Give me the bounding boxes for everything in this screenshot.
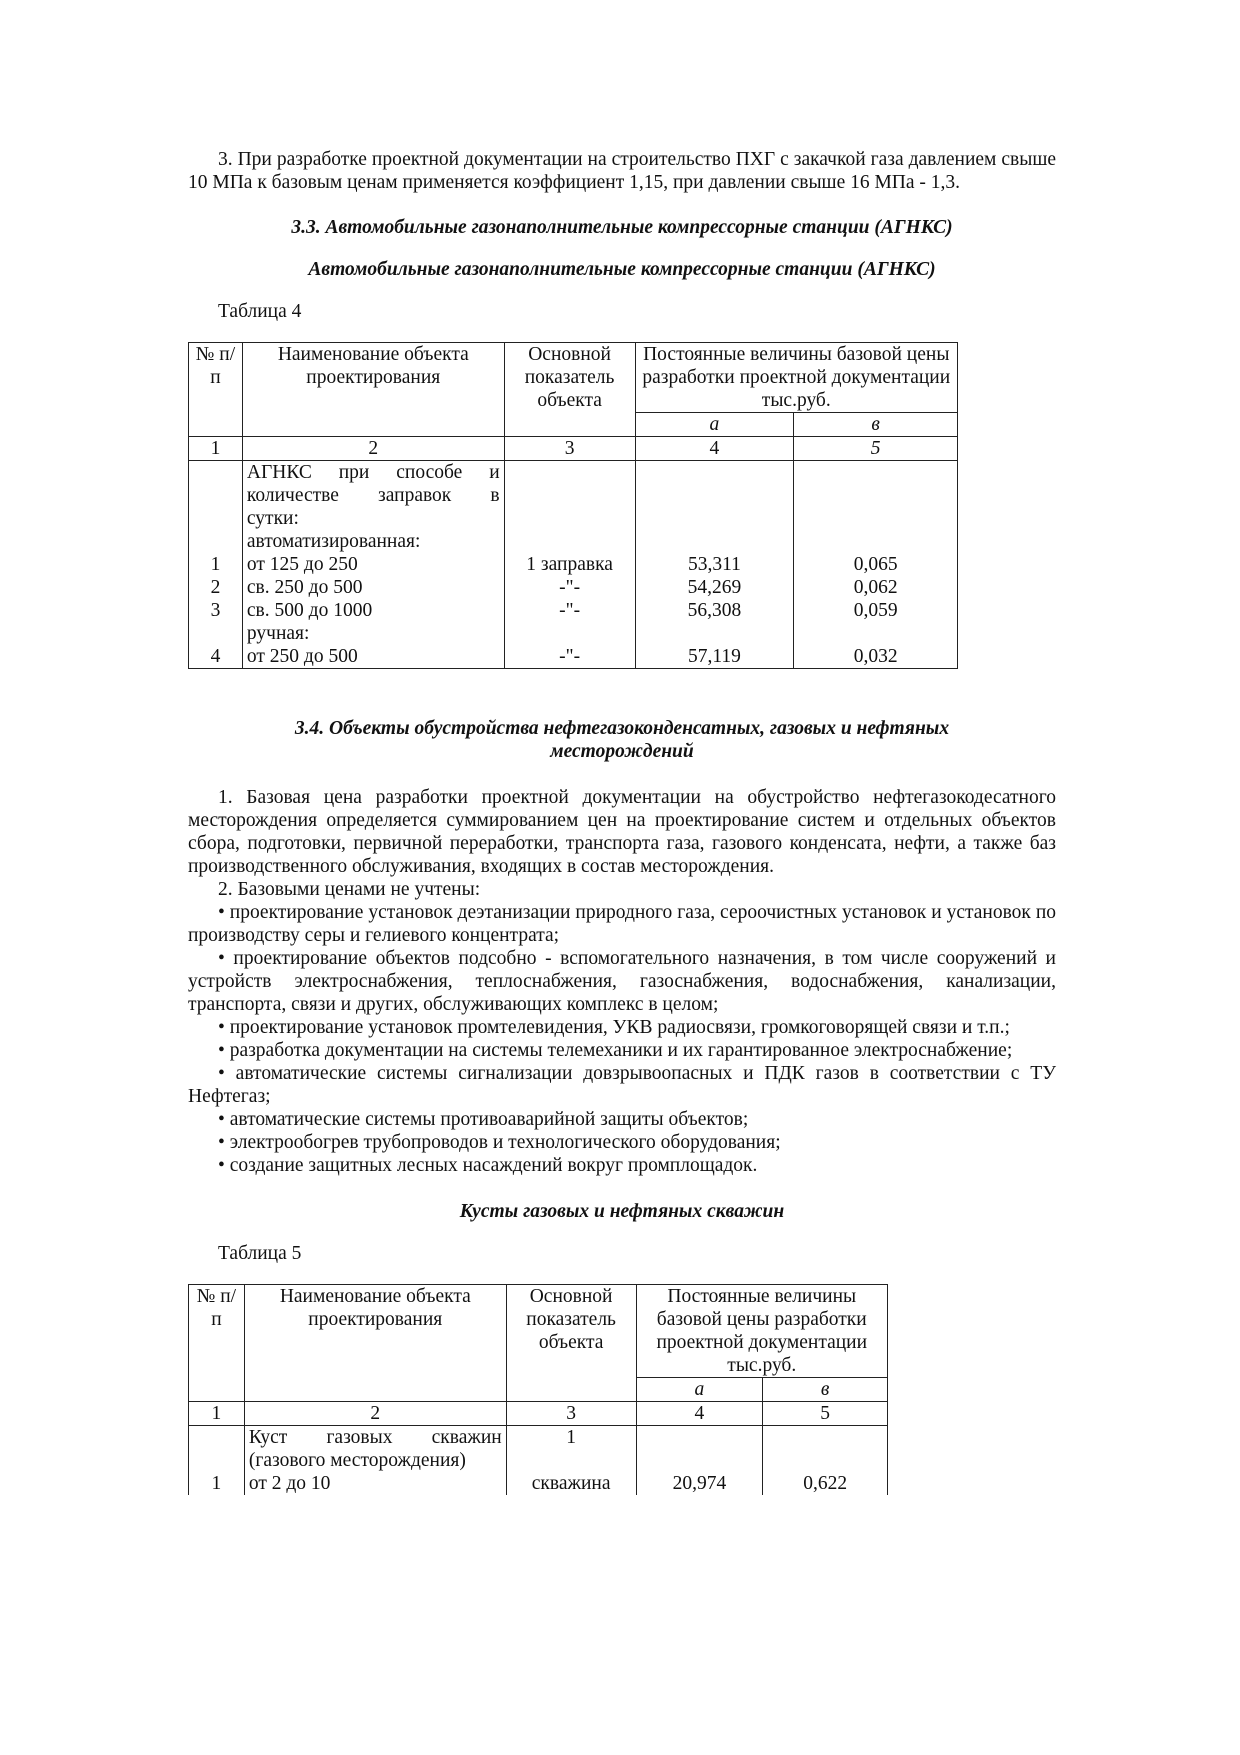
- body-paragraph: 1. Базовая цена разработки проектной документации на обустройство нефтегазокодесатного месторождения определяется суммированием цен на проектирование систем и отдельных объектов сбора, подготовки, первичной переработки, транспорта газа, газового конденсата, нефти, а также баз производственного обслуживания, входящих в состав месторождения.: [188, 787, 1056, 877]
- table4-colnum: 2: [242, 437, 504, 461]
- bullet-item: • проектирование установок промтелевидения, УКВ радиосвязи, громкоговорящей связи и т.п.;: [218, 1017, 1010, 1038]
- bullet-item: • разработка документации на системы телемеханики и их гарантированное электроснабжение;: [218, 1040, 1013, 1061]
- table5-indicator-cell: [506, 1426, 636, 1496]
- table5-caption: Таблица 5: [218, 1243, 302, 1264]
- bullet-item: • автоматические системы сигнализации довзрывоопасных и ПДК газов в соответствии с ТУ Нефтегаз;: [188, 1063, 1056, 1107]
- document-page: [188, 148, 1056, 1495]
- table4-row-num: 3: [210, 600, 221, 621]
- table4-row-name: св. 500 до 1000: [246, 600, 373, 621]
- wells-heading: Кусты газовых и нефтяных скважин: [459, 1201, 785, 1222]
- table4-colnum: 4: [635, 437, 794, 461]
- table4: [188, 342, 958, 669]
- table4-row-indicator: 1 заправка: [526, 554, 613, 575]
- table5-header-indicator: Основной показатель объекта: [506, 1285, 636, 1402]
- table5-colnum: 4: [636, 1402, 763, 1426]
- table4-row-a: 53,311: [687, 554, 741, 575]
- table4-num-cell: [189, 461, 243, 669]
- table5-b-cell: [763, 1426, 888, 1496]
- table5-row-indicator: скважина: [531, 1473, 611, 1494]
- table5-a-cell: [636, 1426, 763, 1496]
- table5-colnum: 5: [763, 1402, 888, 1426]
- bullet-item: • проектирование установок деэтанизации природного газа, сероочистных установок и установок по производству серы и гелиевого концентрата;: [188, 902, 1056, 946]
- table5-header-b: в: [763, 1378, 888, 1402]
- table5-header-a: а: [636, 1378, 763, 1402]
- table5-indicator-top: 1: [566, 1427, 576, 1448]
- table4-row-indicator: -"-: [559, 600, 581, 621]
- table4-header-b: в: [794, 413, 958, 437]
- table4-group-label-tail: сутки:: [246, 508, 299, 529]
- body-paragraph: 2. Базовыми ценами не учтены:: [218, 879, 481, 900]
- table4-subgroup-manual: ручная:: [246, 623, 310, 644]
- table5-row-a: 20,974: [672, 1473, 727, 1494]
- bullet-item: • создание защитных лесных насаждений вокруг промплощадок.: [218, 1155, 758, 1176]
- table4-caption: Таблица 4: [218, 301, 302, 322]
- section-33-subheading: Автомобильные газонаполнительные компрессорные станции (АГНКС): [308, 259, 936, 280]
- table4-row-a: 57,119: [687, 646, 741, 667]
- table5-header-price: Постоянные величины базовой цены разработки проектной документации тыс.руб.: [636, 1285, 887, 1378]
- table5-row-name: от 2 до 10: [248, 1473, 331, 1494]
- table4-row-name: св. 250 до 500: [246, 577, 363, 598]
- table5-num-cell: [189, 1426, 245, 1496]
- table4-row-b: 0,062: [853, 577, 898, 598]
- table4-header-a: а: [635, 413, 794, 437]
- table4-indicator-cell: [504, 461, 635, 669]
- section-33-heading: 3.3. Автомобильные газонаполнительные компрессорные станции (АГНКС): [291, 217, 953, 238]
- section-34-heading: 3.4. Объекты обустройства нефтегазоконденсатных, газовых и нефтяных месторождений: [294, 718, 950, 762]
- table4-row-b: 0,032: [853, 646, 898, 667]
- table5-colnum: 2: [244, 1402, 506, 1426]
- table5-row-b: 0,622: [803, 1473, 848, 1494]
- intro-paragraph: 3. При разработке проектной документации на строительство ПХГ с закачкой газа давлением свыше 10 МПа к базовым ценам применяется коэффициент 1,15, при давлении свыше 16 МПа - 1,3.: [188, 149, 1056, 193]
- table4-row-name: от 125 до 250: [246, 554, 358, 575]
- table4-row-name: от 250 до 500: [246, 646, 358, 667]
- table4-a-cell: [635, 461, 794, 669]
- table5: [188, 1284, 888, 1495]
- table4-subgroup-auto: автоматизированная:: [246, 531, 421, 552]
- table4-row-a: 56,308: [687, 600, 742, 621]
- table5-colnum: 3: [506, 1402, 636, 1426]
- bullet-item: • проектирование объектов подсобно - вспомогательного назначения, в том числе сооружений и устройств электроснабжения, теплоснабжения, газоснабжения, водоснабжения, канализации, транспорта, связи и других, обслуживающих комплекс в целом;: [188, 948, 1056, 1015]
- body-text: [188, 786, 1056, 1177]
- table4-colnum: 3: [504, 437, 635, 461]
- table5-group-label-line1: Куст газовых скважин: [248, 1427, 502, 1448]
- table4-row-b: 0,065: [853, 554, 898, 575]
- table4-row-num: 1: [210, 554, 221, 575]
- table4-header-indicator: Основной показатель объекта: [504, 343, 635, 437]
- table5-name-cell: [244, 1426, 506, 1496]
- table4-group-label-line2: количестве заправок в: [246, 485, 500, 506]
- table4-header-name: Наименование объекта проектирования: [242, 343, 504, 437]
- table4-row-indicator: -"-: [559, 577, 581, 598]
- table5-group-label-tail: (газового месторождения): [248, 1450, 466, 1471]
- table5-row-num: 1: [211, 1473, 222, 1494]
- bullet-item: • автоматические системы противоаварийной защиты объектов;: [218, 1109, 749, 1130]
- table4-header-price: Постоянные величины базовой цены разработки проектной документации тыс.руб.: [635, 343, 957, 413]
- table4-row-num: 4: [210, 646, 221, 667]
- table4-name-cell: [242, 461, 504, 669]
- table5-header-name: Наименование объекта проектирования: [244, 1285, 506, 1402]
- table5-header-num: № п/п: [189, 1285, 245, 1402]
- table4-row-indicator: -"-: [559, 646, 581, 667]
- table4-colnum: 5: [794, 437, 958, 461]
- table4-row-a: 54,269: [687, 577, 742, 598]
- table4-header-num: № п/п: [189, 343, 243, 437]
- bullet-item: • электрообогрев трубопроводов и технологического оборудования;: [218, 1132, 781, 1153]
- table4-colnum: 1: [189, 437, 243, 461]
- table4-row-b: 0,059: [853, 600, 898, 621]
- table4-row-num: 2: [210, 577, 221, 598]
- table5-colnum: 1: [189, 1402, 245, 1426]
- table4-group-label-line1: АГНКС при способе и: [246, 462, 500, 483]
- table4-b-cell: [794, 461, 958, 669]
